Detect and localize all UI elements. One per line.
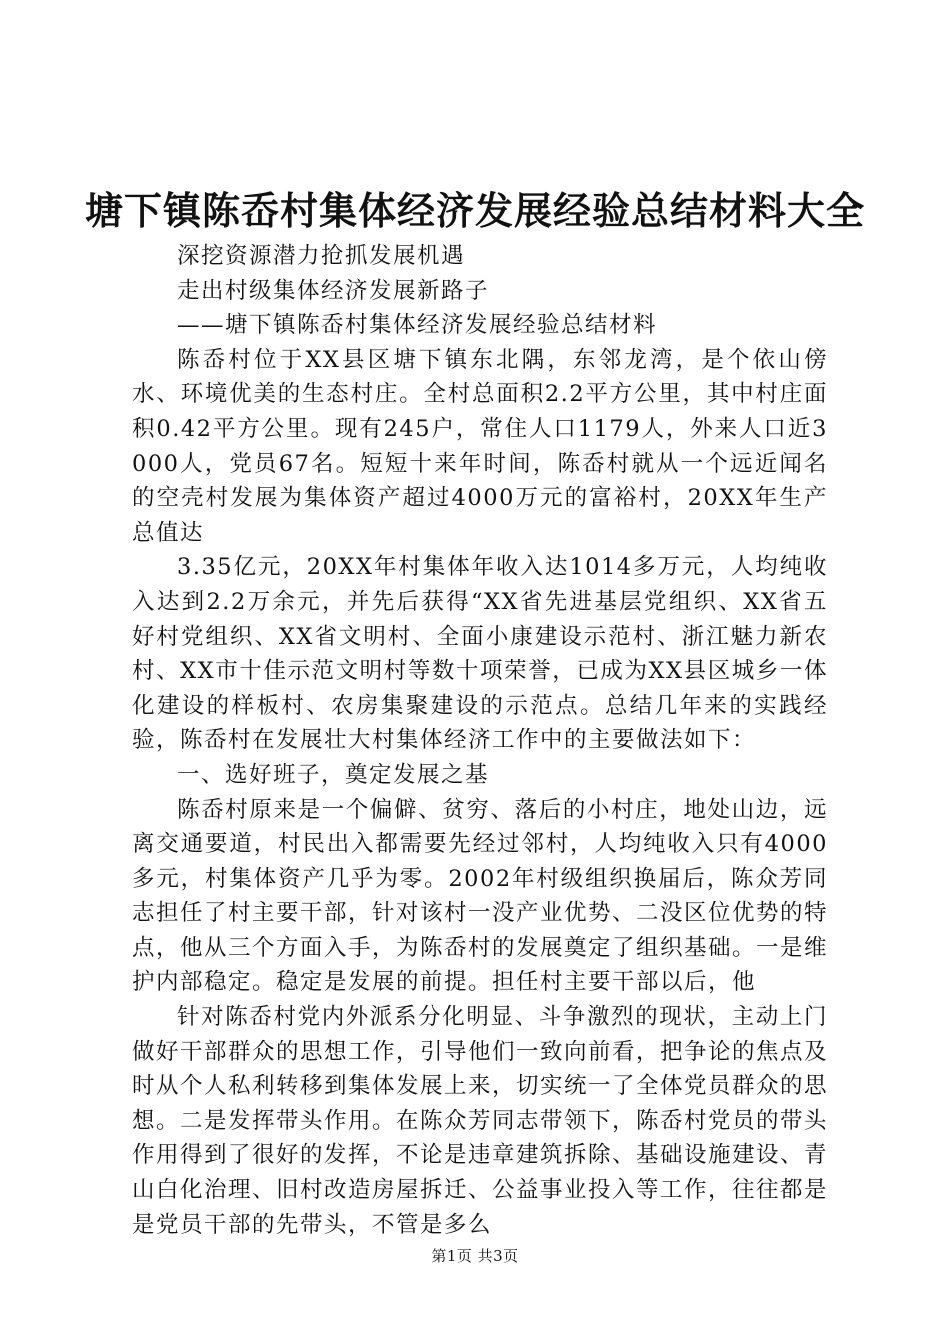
section-heading-1: 一、选好班子，奠定发展之基 [177,761,490,788]
paragraph-background: 陈岙村原来是一个偏僻、贫穷、落后的小村庄，地处山边，远离交通要道，村民出入都需要先经过邻村，人均纯收入只有4000多元，村集体资产几乎为零。2002年村级组织换届后，陈众芳同志担任了村主要干部，针对该村一没产业优势、二没区位优势的特点，他从三个方面入手，为陈岙村的发展奠定了组织基础。一是维护内部稳定。稳定是发展的前提。担任村主要干部以后，他 [132,796,829,996]
subtitle-line-1: 深挖资源潜力抢抓发展机遇 [177,243,466,269]
paragraph-achievements: 3.35亿元，20XX年村集体年收入达1014多万元，人均纯收入达到2.2万余元，并先后获得“XX省先进基层党组织、XX省五好村党组织、XX省文明村、全面小康建设示范村、浙江魅力新农村、XX市十佳示范文明村等数十项荣誉，已成为XX县区城乡一体化建设的样板村、农房集聚建设的示范点。总结几年来的实践经验，陈岙村在发展壮大村集体经济工作中的主要做法如下： [132,554,828,754]
page-footer: 第1页 共3页 [431,1247,519,1265]
document-body [132,239,828,1242]
subtitle-line-2: 走出村级集体经济发展新路子 [177,277,490,304]
paragraph-intro: 陈岙村位于XX县区塘下镇东北隅，东邻龙湾，是个依山傍水、环境优美的生态村庄。全村总面积2.2平方公里，其中村庄面积0.42平方公里。现有245户，常住人口1179人，外来人口近3000人，党员67名。短短十来年时间，陈岙村就从一个远近闻名的空壳村发展为集体资产超过4000万元的富裕村，20XX年生产总值达 [132,346,828,546]
document-title: 塘下镇陈岙村集体经济发展经验总结材料大全 [84,188,865,233]
paragraph-leadership: 针对陈岙村党内外派系分化明显、斗争激烈的现状，主动上门做好干部群众的思想工作，引导他们一致向前看，把争论的焦点及时从个人私利转移到集体发展上来，切实统一了全体党员群众的思想。二是发挥带头作用。在陈众芳同志带领下，陈岙村党员的带头作用得到了很好的发挥，不论是违章建筑拆除、基础设施建设、青山白化治理、旧村改造房屋拆迁、公益事业投入等工作，往往都是是党员干部的先带头，不管是多么 [132,1004,829,1238]
subtitle-line-3: ——塘下镇陈岙村集体经济发展经验总结材料 [177,312,658,339]
